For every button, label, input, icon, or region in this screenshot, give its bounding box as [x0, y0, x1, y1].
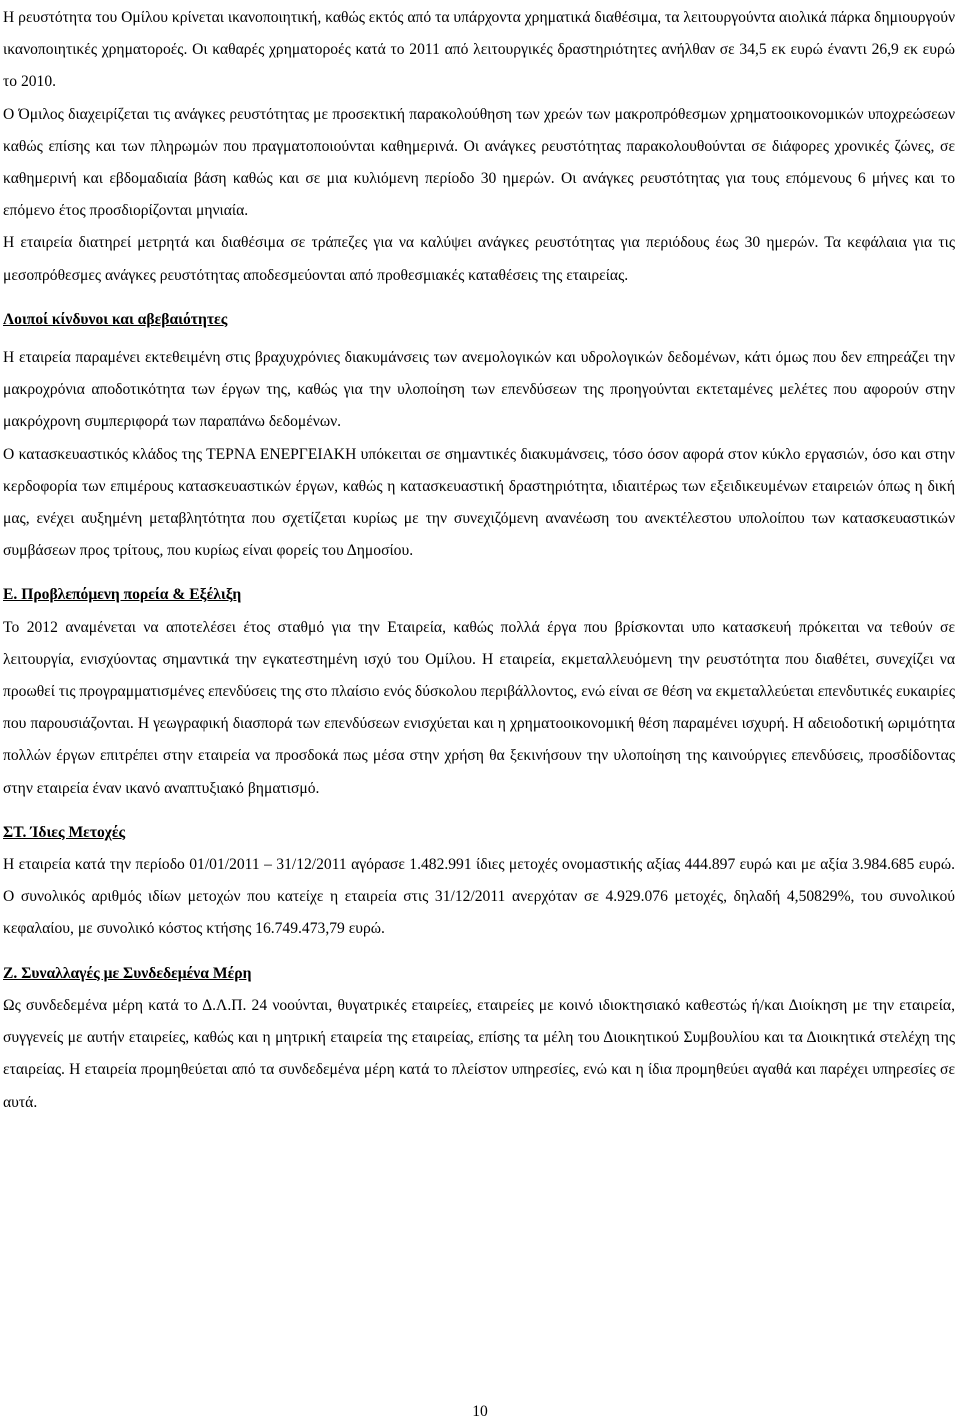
heading-related-parties: Ζ. Συναλλαγές με Συνδεδεμένα Μέρη	[3, 964, 252, 982]
paragraph-weather-risk: Η εταιρεία παραμένει εκτεθειμένη στις βραχυχρόνιες διακυμάνσεις των ανεμολογικών και υδρολογικών δεδομένων, κάτι όμως που δεν επηρεάζει την μακροχρόνια αποδοτικότητα των έργων της, καθώς για την υλοποίηση των επενδύσεων της προηγούνται εκτεταμένες μελέτες που αφορούν στην μακρόχρονη συμπεριφορά των παραπάνω δεδομένων.	[3, 349, 955, 431]
paragraph-related-parties: Ως συνδεδεμένα μέρη κατά το Δ.Λ.Π. 24 νοούνται, θυγατρικές εταιρείες, εταιρείες με κοινό ιδιοκτησιακό καθεστώς ή/και Διοίκηση με την εταιρεία, συγγενείς με αυτήν εταιρείες, καθώς και η μητρική εταιρεία της εταιρείας, επίσης τα μέλη του Διοικητικού Συμβουλίου και τα Διοικητικά στελέχη της εταιρείας. Η εταιρεία προμηθεύεται από τα συνδεδεμένα μέρη κατά το πλείστον υπηρεσίες, ενώ και η ίδια προμηθεύει αγαθά και παρέχει υπηρεσίες σε αυτά.	[3, 996, 955, 1111]
heading-other-risks: Λοιποί κίνδυνοι και αβεβαιότητες	[3, 310, 228, 328]
paragraph-cash-reserves: Η εταιρεία διατηρεί μετρητά και διαθέσιμα σε τράπεζες για να καλύψει ανάγκες ρευστότητας για περιόδους έως 30 ημερών. Τα κεφάλαια για τις μεσοπρόθεσμες ανάγκες ρευστότητας αποδεσμεύονται από προθεσμιακές καταθέσεις της εταιρείας.	[3, 234, 955, 284]
paragraph-liquidity-management: Ο Όμιλος διαχειρίζεται τις ανάγκες ρευστότητας με προσεκτική παρακολούθηση των χρεών των μακροπρόθεσμων χρηματοοικονομικών υποχρεώσεων καθώς επίσης και των πληρωμών που πραγματοποιούνται καθημερινά. Οι ανάγκες ρευστότητας παρακολουθούνται σε διάφορες χρονικές ζώνες, σε καθημερινή και εβδομαδιαία βάση καθώς και σε μια κυλιόμενη περίοδο 30 ημερών. Οι ανάγκες ρευστότητας για τους επόμενους 6 μήνες και το επόμενο έτος προσδιορίζονται μηνιαία.	[3, 105, 955, 220]
heading-treasury-shares: ΣΤ. Ίδιες Μετοχές	[3, 823, 126, 841]
paragraph-construction-risk: Ο κατασκευαστικός κλάδος της ΤΕΡΝΑ ΕΝΕΡΓΕΙΑΚΗ υπόκειται σε σημαντικές διακυμάνσεις, τόσο όσον αφορά στον κύκλο εργασιών, όσο και στην κερδοφορία των επιμέρους κατασκευαστικών έργων, καθώς η κατασκευαστική δραστηριότητα, ιδιαιτέρως των εξειδικευμένων εταιρειών όπως η δική μας, ενέχει αυξημένη μεταβλητότητα που σχετίζεται κυρίως με την συνεχιζόμενη ανανέωση του ανεκτέλεστου υπολοίπου των κατασκευαστικών συμβάσεων προς τρίτους, που κυρίως είναι φορείς του Δημοσίου.	[3, 445, 955, 560]
paragraph-liquidity: Η ρευστότητα του Ομίλου κρίνεται ικανοποιητική, καθώς εκτός από τα υπάρχοντα χρηματικά διαθέσιμα, τα λειτουργούντα αιολικά πάρκα δημιουργούν ικανοποιητικές χρηματοροές. Οι καθαρές χρηματοροές κατά το 2011 από λειτουργικές δραστηριότητες ανήλθαν σε 34,5 εκ ευρώ έναντι 26,9 εκ ευρώ το 2010.	[3, 9, 955, 91]
page-number: 10	[472, 1403, 488, 1420]
document-page	[3, 2, 955, 1119]
paragraph-outlook: Το 2012 αναμένεται να αποτελέσει έτος σταθμό για την Εταιρεία, καθώς πολλά έργα που βρίσκονται υπο κατασκευή πρόκειται να τεθούν σε λειτουργία, ενισχύοντας σημαντικά την εγκατεστημένη ισχύ του Ομίλου. Η εταιρεία, εκμεταλλευόμενη την ρευστότητα που διαθέτει, συνεχίζει να προωθεί τις προγραμματισμένες επενδύσεις της στο πλαίσιο ενός δύσκολου περιβάλλοντος, ενώ είναι σε θέση να εκμεταλλεύεται επενδυτικές ευκαιρίες που παρουσιάζονται. Η γεωγραφική διασπορά των επενδύσεων ενισχύεται και η χρηματοοικονομική θέση παραμένει ισχυρή. Η αδειοδοτική ωριμότητα πολλών έργων επιτρέπει στην εταιρεία να προσδοκά πως μέσα στην χρήση θα ξεκινήσουν την υλοποίηση της καινούργιες επενδύσεις, προσδίδοντας στην εταιρεία έναν ικανό αναπτυξιακό βηματισμό.	[3, 618, 955, 797]
paragraph-treasury-shares: Η εταιρεία κατά την περίοδο 01/01/2011 – 31/12/2011 αγόρασε 1.482.991 ίδιες μετοχές ονομαστικής αξίας 444.897 ευρώ και με αξία 3.984.685 ευρώ. Ο συνολικός αριθμός ιδίων μετοχών που κατείχε η εταιρεία στις 31/12/2011 ανερχόταν σε 4.929.076 μετοχές, δηλαδή 4,50829%, του συνολικού κεφαλαίου, με συνολικό κόστος κτήσης 16.749.473,79 ευρώ.	[3, 856, 955, 938]
heading-outlook: Ε. Προβλεπόμενη πορεία & Εξέλιξη	[3, 586, 242, 604]
